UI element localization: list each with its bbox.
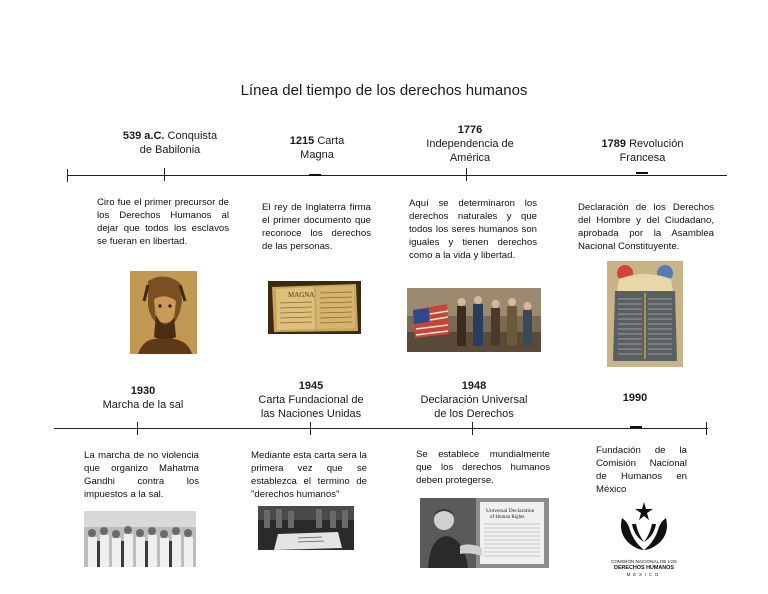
event-label-1789: 1789 Revolución Francesa <box>601 138 684 164</box>
timeline-tick-1776 <box>466 168 467 181</box>
event-label-1930: 1930 Marcha de la sal <box>102 385 184 411</box>
event-description-1990: Fundación de la Comisión Nacional de Humanos en México <box>596 445 687 495</box>
timeline-tick-539 <box>164 168 165 181</box>
event-description-1776: Aquí se determinaron los derechos naturales y que todos los seres humanos son iguales y tienen derechos como a la vida y libertad. <box>409 198 537 261</box>
timeline-bottom-line <box>54 428 708 429</box>
timeline-tick-1948 <box>472 422 473 435</box>
timeline-mark-1215 <box>309 174 321 176</box>
independence-painting-image <box>407 288 541 352</box>
event-description-1945: Mediante esta carta sera la primera vez que se establezca el termino de "derechos humanos" <box>251 450 367 500</box>
timeline-mark-1990 <box>630 426 642 428</box>
timeline-bottom-end-tick <box>706 422 707 435</box>
event-label-539: 539 a.C. Conquista de Babilonia <box>122 130 218 156</box>
magna-carta-image <box>268 281 361 334</box>
cndh-logo-line2: DERECHOS HUMANOS <box>614 565 674 571</box>
timeline-tick-1930 <box>137 422 138 435</box>
cndh-logo-line1: COMISIÓN NACIONAL DE LOS <box>611 559 677 564</box>
declaration-tablet-image <box>607 261 683 367</box>
timeline-tick-1945 <box>310 422 311 435</box>
timeline-mark-1789 <box>636 172 648 174</box>
svg-text:MAGNA: MAGNA <box>288 291 315 299</box>
page-title: Línea del tiempo de los derechos humanos <box>240 82 528 99</box>
un-signing-image <box>258 506 354 550</box>
svg-text:of Human Rights: of Human Rights <box>490 515 525 520</box>
event-label-1776: 1776 Independencia de América <box>426 124 514 164</box>
svg-text:Universal Declaration: Universal Declaration <box>486 508 535 514</box>
cndh-logo <box>608 500 680 577</box>
event-description-1948: Se establece mundialmente que los derechos humanos deben protegerse. <box>416 449 550 486</box>
timeline-top-start-tick <box>67 169 68 182</box>
salt-march-image <box>84 511 196 567</box>
event-label-1945: 1945 Carta Fundacional de las Naciones Unidas <box>258 380 364 420</box>
event-label-1215: 1215 Carta Magna <box>289 135 345 161</box>
event-label-1990: 1990 <box>622 392 648 404</box>
cndh-emblem-icon <box>608 500 680 552</box>
cndh-logo-line3: MÉXICO <box>626 572 662 577</box>
event-description-539: Ciro fue el primer precursor de los Derechos Humanos al dejar que todos los esclavos se fueran en libertad. <box>97 197 229 247</box>
event-description-1789: Declaración de los Derechos del Hombre y del Ciudadano, aprobada por la Asamblea Nacional Constituyente. <box>578 202 714 252</box>
eleanor-roosevelt-image <box>420 498 549 568</box>
event-description-1930: La marcha de no violencia que organizo Mahatma Gandhi contra los impuestos a la sal. <box>84 450 199 500</box>
timeline-top-line <box>67 175 727 176</box>
event-description-1215: El rey de Inglaterra firma el primer documento que reconoce los derechos de las personas. <box>262 202 371 252</box>
event-label-1948: 1948 Declaración Universal de los Derechos <box>420 380 528 420</box>
cyrus-portrait-image <box>130 271 197 354</box>
